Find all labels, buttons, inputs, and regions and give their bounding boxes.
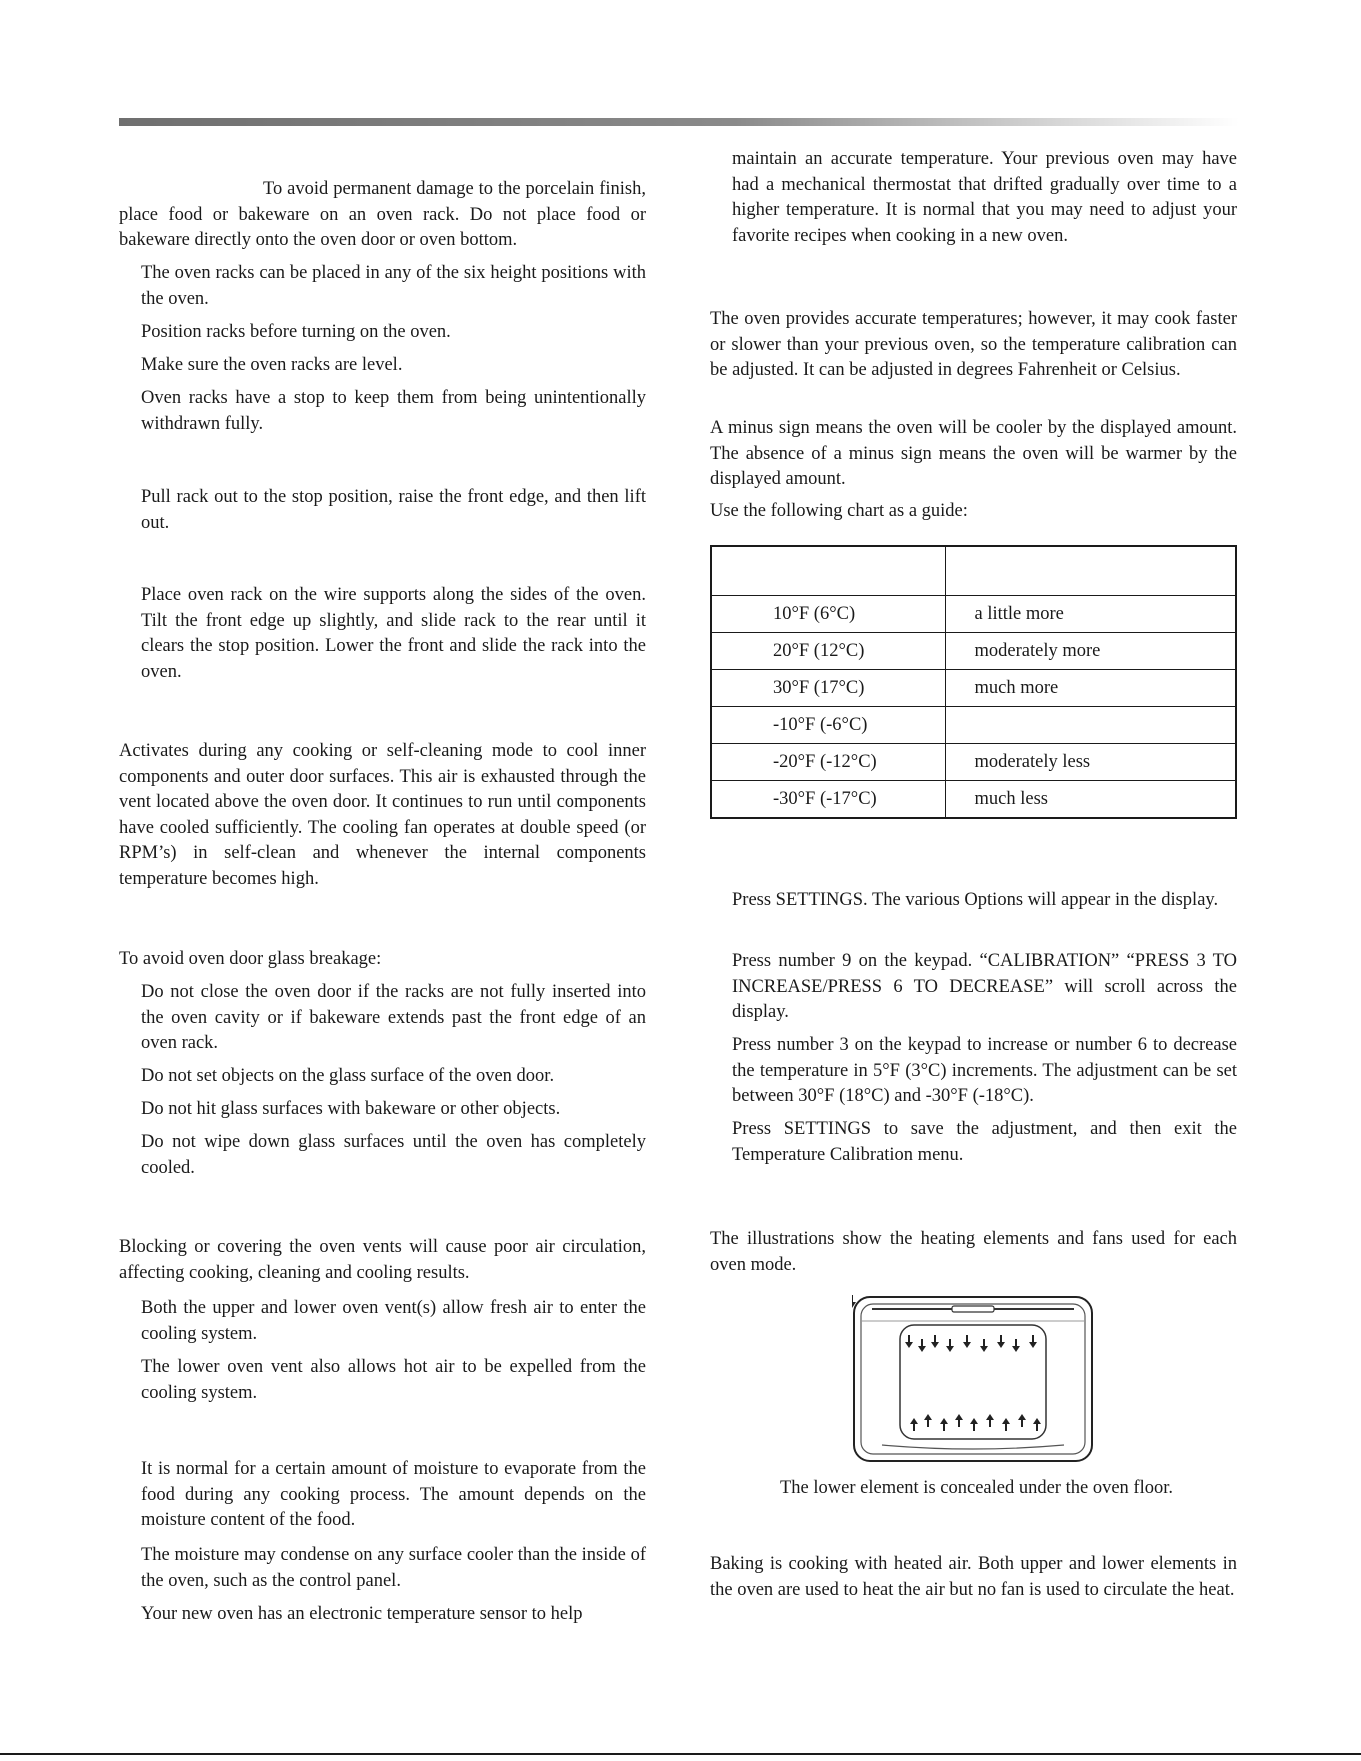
calibration-paragraph-1: The oven provides accurate temperatures; however, it may cook faster or slower than your previous oven, so the temperature calibration can be adjusted. It can be adjusted in degrees Fahrenheit or Celsius. bbox=[710, 309, 1237, 380]
table-cell-adjustment: 20°F (12°C) bbox=[711, 633, 945, 670]
oven-bake-illustration-icon bbox=[852, 1295, 1094, 1463]
step-2: Press number 9 on the keypad. “CALIBRATION” “PRESS 3 TO INCREASE/PRESS 6 TO DECREASE” will scroll across the display. bbox=[732, 951, 1237, 1022]
table-header-cell bbox=[711, 546, 945, 596]
rack-bullet-4: Oven racks have a stop to keep them from being unintentionally withdrawn fully. bbox=[141, 388, 646, 434]
table-cell-adjustment: -30°F (-17°C) bbox=[711, 781, 945, 819]
table-cell-effect: a little more bbox=[945, 596, 1236, 633]
rack-bullet-2: Position racks before turning on the oven. bbox=[141, 322, 451, 342]
chart-intro: Use the following chart as a guide: bbox=[710, 501, 968, 521]
glass-bullet-1: Do not close the oven door if the racks are not fully inserted into the oven cavity or if bakeware extends past the front edge of an oven rack. bbox=[141, 982, 646, 1053]
table-cell-effect: much more bbox=[945, 670, 1236, 707]
table-row bbox=[711, 781, 1236, 819]
moisture-bullet-1: It is normal for a certain amount of moisture to evaporate from the food during any cooking process. The amount depends on the moisture content of the food. bbox=[141, 1459, 646, 1530]
replace-rack-paragraph: Place oven rack on the wire supports along the sides of the oven. Tilt the front edge up slightly, and slide rack to the rear until it clears the stop position. Lower the front and slide the rack into the oven. bbox=[141, 585, 646, 682]
vents-paragraph: Blocking or covering the oven vents will cause poor air circulation, affecting cooking, cleaning and cooling results. bbox=[119, 1237, 646, 1283]
rack-bullet-1: The oven racks can be placed in any of the six height positions with the oven. bbox=[141, 263, 646, 309]
vent-bullet-1: Both the upper and lower oven vent(s) allow fresh air to enter the cooling system. bbox=[141, 1298, 646, 1344]
header-rule bbox=[119, 118, 1239, 126]
table-row bbox=[711, 670, 1236, 707]
cooling-fan-paragraph: Activates during any cooking or self-cleaning mode to cool inner components and outer door surfaces. This air is exhausted through the vent located above the oven door. It continues to run until components have cooled sufficiently. The cooling fan operates at double speed (or RPM’s) in self-clean and whenever the internal components temperature becomes high. bbox=[119, 741, 646, 889]
bake-paragraph: Baking is cooking with heated air. Both upper and lower elements in the oven are used to heat the air but no fan is used to circulate the heat. bbox=[710, 1554, 1237, 1600]
table-cell-effect: moderately more bbox=[945, 633, 1236, 670]
porcelain-paragraph: To avoid permanent damage to the porcelain finish, place food or bakeware on an oven rack. Do not place food or bakeware directly onto the oven door or oven bottom. bbox=[119, 179, 646, 250]
figure-caption: The lower element is concealed under the oven floor. bbox=[780, 1478, 1173, 1498]
step-1: Press SETTINGS. The various Options will appear in the display. bbox=[732, 890, 1219, 910]
table-cell-effect: moderately less bbox=[945, 744, 1236, 781]
table-header-cell bbox=[945, 546, 1236, 596]
glass-bullet-2: Do not set objects on the glass surface of the oven door. bbox=[141, 1066, 555, 1086]
moisture-bullet-3: Your new oven has an electronic temperature sensor to help bbox=[141, 1604, 583, 1624]
table-header-row bbox=[711, 546, 1236, 596]
step-3: Press number 3 on the keypad to increase or number 6 to decrease the temperature in 5°F (3°C) increments. The adjustment can be set between 30°F (18°C) and -30°F (-18°C). bbox=[732, 1035, 1237, 1106]
vent-bullet-2: The lower oven vent also allows hot air to be expelled from the cooling system. bbox=[141, 1357, 646, 1403]
table-cell-adjustment: 30°F (17°C) bbox=[711, 670, 945, 707]
table-row bbox=[711, 596, 1236, 633]
table-cell-adjustment: 10°F (6°C) bbox=[711, 596, 945, 633]
table-row bbox=[711, 707, 1236, 744]
glass-bullet-3: Do not hit glass surfaces with bakeware or other objects. bbox=[141, 1099, 561, 1119]
remove-rack-paragraph: Pull rack out to the stop position, raise the front edge, and then lift out. bbox=[141, 487, 646, 533]
rack-bullet-3: Make sure the oven racks are level. bbox=[141, 355, 403, 375]
glass-intro: To avoid oven door glass breakage: bbox=[119, 949, 382, 969]
modes-intro: The illustrations show the heating elements and fans used for each oven mode. bbox=[710, 1229, 1237, 1275]
table-cell-adjustment: -10°F (-6°C) bbox=[711, 707, 945, 744]
sensor-continuation: maintain an accurate temperature. Your previous oven may have had a mechanical thermostat that drifted gradually over time to a higher temperature. It is normal that you may need to adjust your favorite recipes when cooking in a new oven. bbox=[732, 149, 1237, 246]
table-cell-effect: much less bbox=[945, 781, 1236, 819]
table-cell-effect bbox=[945, 707, 1236, 744]
calibration-table bbox=[710, 545, 1237, 819]
step-4: Press SETTINGS to save the adjustment, and then exit the Temperature Calibration menu. bbox=[732, 1119, 1237, 1165]
glass-bullet-4: Do not wipe down glass surfaces until the oven has completely cooled. bbox=[141, 1132, 646, 1178]
moisture-bullet-2: The moisture may condense on any surface cooler than the inside of the oven, such as the control panel. bbox=[141, 1545, 646, 1591]
table-cell-adjustment: -20°F (-12°C) bbox=[711, 744, 945, 781]
calibration-paragraph-2: A minus sign means the oven will be cooler by the displayed amount. The absence of a minus sign means the oven will be warmer by the displayed amount. bbox=[710, 418, 1237, 489]
footer-rule bbox=[0, 1753, 1361, 1755]
table-row bbox=[711, 633, 1236, 670]
table-row bbox=[711, 744, 1236, 781]
